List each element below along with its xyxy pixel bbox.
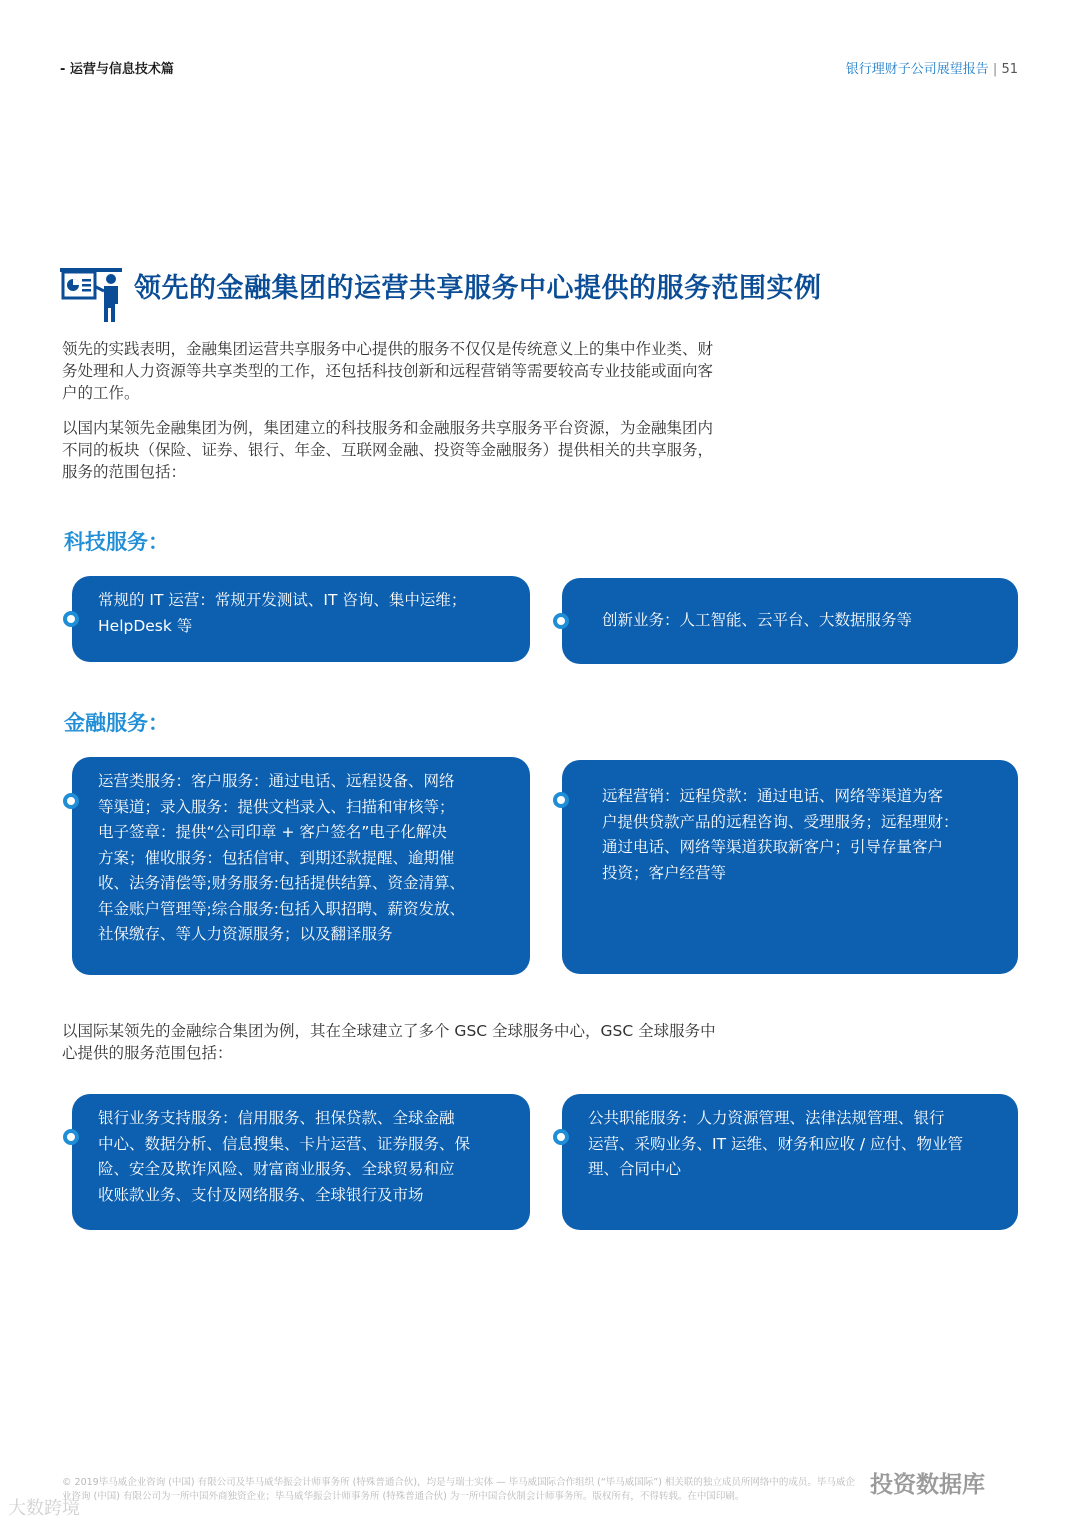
bullet-dot-icon xyxy=(553,792,569,808)
page-number: 51 xyxy=(1001,62,1018,77)
card-text: 银行业务支持服务：信用服务、担保贷款、全球金融 中心、数据分析、信息搜集、卡片运营、证券服务、保 险、安全及欺诈风险、财富商业服务、全球贸易和应 收账款业务、支付及网络服务、全球银行及市场 xyxy=(98,1109,471,1204)
card-finance-remote-marketing xyxy=(562,760,1018,974)
bullet-dot-icon xyxy=(63,793,79,809)
header-report-title xyxy=(846,58,1018,77)
copyright-line: © 2019毕马威企业咨询 (中国) 有限公司及毕马威华振会计师事务所 (特殊普通合伙)，均是与瑞士实体 — 毕马威国际合作组织 (“毕马威国际”) 相关联的独立成员所网络中的成员。毕马威企 xyxy=(62,1477,855,1488)
card-text: 常规的 IT 运营：常规开发测试、IT 咨询、集中运维； HelpDesk 等 xyxy=(98,591,467,635)
bullet-dot-icon xyxy=(553,1129,569,1145)
watermark-right: 投资数据库 xyxy=(870,1472,985,1498)
page-title: 领先的金融集团的运营共享服务中心提供的服务范围实例 xyxy=(134,273,822,304)
watermark-left: 大数跨境 xyxy=(8,1498,80,1519)
card-tech-innovation xyxy=(562,578,1018,664)
bullet-dot-icon xyxy=(63,1129,79,1145)
header-section-label: - 运营与信息技术篇 xyxy=(60,62,174,77)
card-gsc-public-functions xyxy=(562,1094,1018,1230)
section-heading-tech: 科技服务： xyxy=(64,530,169,554)
intro-paragraph: 领先的实践表明，金融集团运营共享服务中心提供的服务不仅仅是传统意义上的集中作业类、财务处理和人力资源等共享类型的工作，还包括科技创新和远程营销等需要较高专业技能或面向客户的工作。 xyxy=(62,340,714,402)
card-text: 公共职能服务：人力资源管理、法律法规管理、银行 运营、采购业务、IT 运维、财务和应收 / 应付、物业管 理、合同中心 xyxy=(588,1109,964,1178)
card-text: 远程营销：远程贷款：通过电话、网络等渠道为客 户提供贷款产品的远程咨询、受理服务；远程理财： 通过电话、网络等渠道获取新客户；引导存量客户 投资；客户经营等 xyxy=(602,787,959,882)
card-tech-it-operations xyxy=(72,576,530,662)
section-heading-finance: 金融服务： xyxy=(64,711,169,735)
header-separator: | xyxy=(992,62,998,77)
card-text: 创新业务：人工智能、云平台、大数据服务等 xyxy=(602,611,913,630)
bullet-dot-icon xyxy=(553,613,569,629)
copyright-line: 业咨询 (中国) 有限公司为一所中国外商独资企业；毕马威华振会计师事务所 (特殊普通合伙) 为一所中国合伙制会计师事务所。版权所有，不得转载。在中国印刷。 xyxy=(62,1491,745,1502)
bullet-dot-icon xyxy=(63,611,79,627)
report-title: 银行理财子公司展望报告 xyxy=(845,62,989,77)
example-paragraph: 以国内某领先金融集团为例，集团建立的科技服务和金融服务共享服务平台资源，为金融集团内不同的板块（保险、证券、银行、年金、互联网金融、投资等金融服务）提供相关的共享服务，服务的范围包括： xyxy=(62,419,714,481)
card-finance-operations xyxy=(72,757,530,975)
card-gsc-banking-support xyxy=(72,1094,530,1230)
presentation-board-icon xyxy=(60,266,122,322)
card-text: 运营类服务：客户服务：通过电话、远程设备、网络 等渠道；录入服务：提供文档录入、扫描和审核等； 电子签章：提供“公司印章 + 客户签名”电子化解决 方案；催收服务：包括信审、到期还款提醒、逾期催 收、法务清偿等;财务服务:包括提供结算、资金清算、 年金账户管理等;综合服务:包括入职招聘、薪资发放、 社保缴存、等人力资源服务；以及翻译服务 xyxy=(98,772,465,943)
gsc-paragraph: 以国际某领先的金融综合集团为例，其在全球建立了多个 GSC 全球服务中心，GSC 全球服务中心提供的服务范围包括： xyxy=(62,1022,716,1062)
copyright-footer xyxy=(62,1476,922,1504)
